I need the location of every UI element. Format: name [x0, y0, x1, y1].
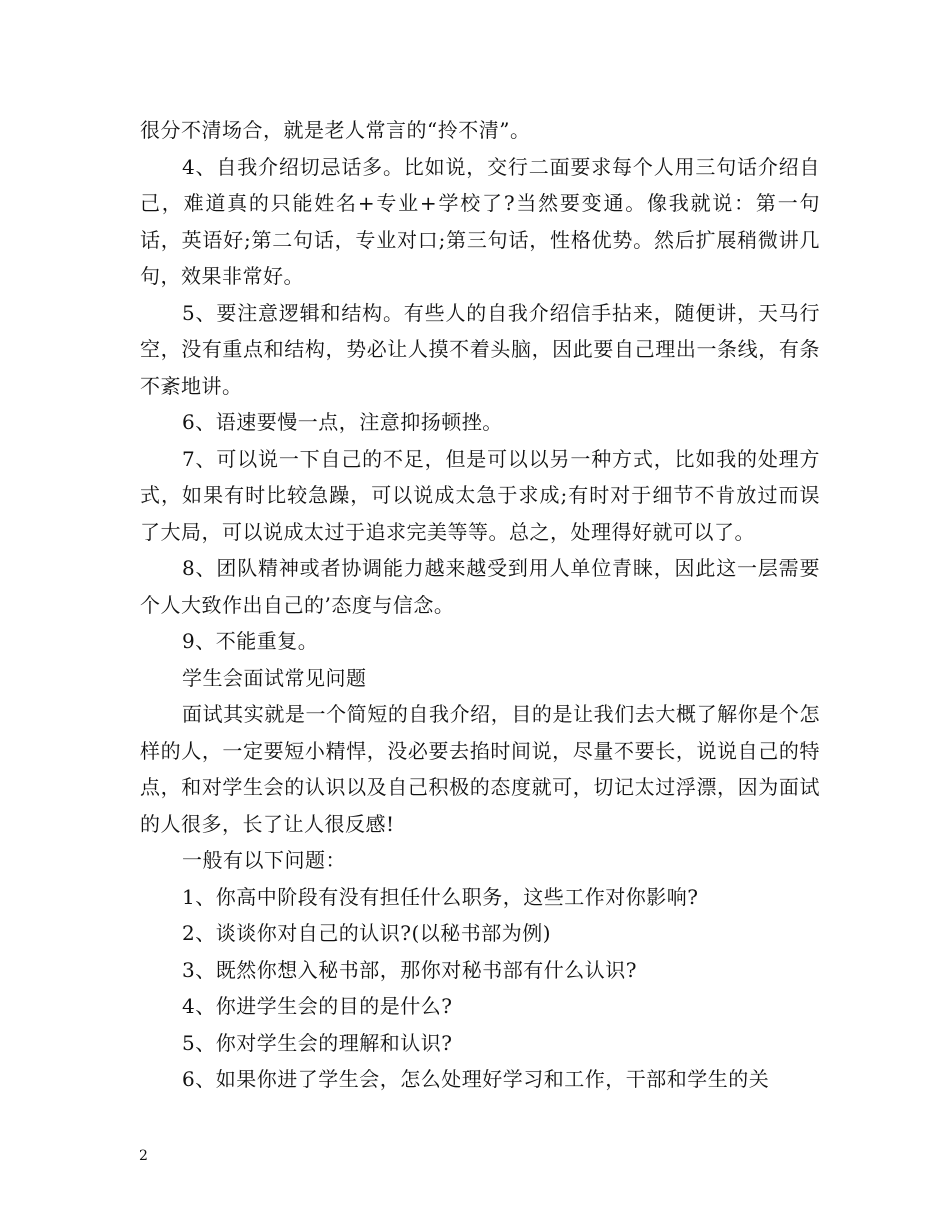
section-heading: 学生会面试常见问题	[182, 665, 367, 690]
question-item: 3、既然你想入秘书部，那你对秘书部有什么认识?	[182, 957, 637, 982]
paragraph-tip-5: 5、要注意逻辑和结构。有些人的自我介绍信手拈来，随便讲，天马行空，没有重点和结构，势必让人摸不着头脑，因此要自己理出一条线，有条不紊地讲。	[140, 300, 820, 398]
paragraph-tip-6: 6、语速要慢一点，注意抑扬顿挫。	[182, 410, 503, 434]
question-item: 5、你对学生会的理解和认识?	[182, 1030, 453, 1055]
question-item: 6、如果你进了学生会，怎么处理好学习和工作，干部和学生的关	[182, 1067, 770, 1091]
page-number: 2	[139, 1148, 148, 1164]
question-item: 4、你进学生会的目的是什么?	[182, 994, 453, 1018]
paragraph-tip-7: 7、可以说一下自己的不足，但是可以以另一种方式，比如我的处理方式，如果有时比较急躁，可以说成太急于求成;有时对于细节不肯放过而误了大局，可以说成太过于追求完美等等。总之，处理得好就可以了。	[140, 446, 820, 544]
paragraph-tip-9: 9、不能重复。	[182, 629, 319, 653]
question-item: 2、谈谈你对自己的认识?(以秘书部为例)	[182, 921, 552, 945]
question-item: 1、你高中阶段有没有担任什么职务，这些工作对你影响?	[182, 884, 699, 909]
questions-lead: 一般有以下问题：	[182, 848, 346, 872]
paragraph-intro: 面试其实就是一个简短的自我介绍，目的是让我们去大概了解你是个怎样的人，一定要短小精悍，没必要去掐时间说，尽量不要长，说说自己的特点，和对学生会的认识以及自己积极的态度就可，切记太过浮漂，因为面试的人很多，长了让人很反感!	[140, 702, 820, 836]
paragraph-tip-8: 8、团队精神或者协调能力越来越受到用人单位青睐，因此这一层需要个人大致作出自己的’态度与信念。	[140, 556, 820, 617]
body-text	[140, 112, 820, 1098]
paragraph-tip-4: 4、自我介绍切忌话多。比如说，交行二面要求每个人用三句话介绍自己，难道真的只能姓名+专业+学校了?当然要变通。像我就说：第一句话，英语好;第二句话，专业对口;第三句话，性格优势。然后扩展稍微讲几句，效果非常好。	[140, 154, 820, 288]
paragraph-continuation: 很分不清场合，就是老人常言的“拎不清”。	[140, 118, 531, 142]
